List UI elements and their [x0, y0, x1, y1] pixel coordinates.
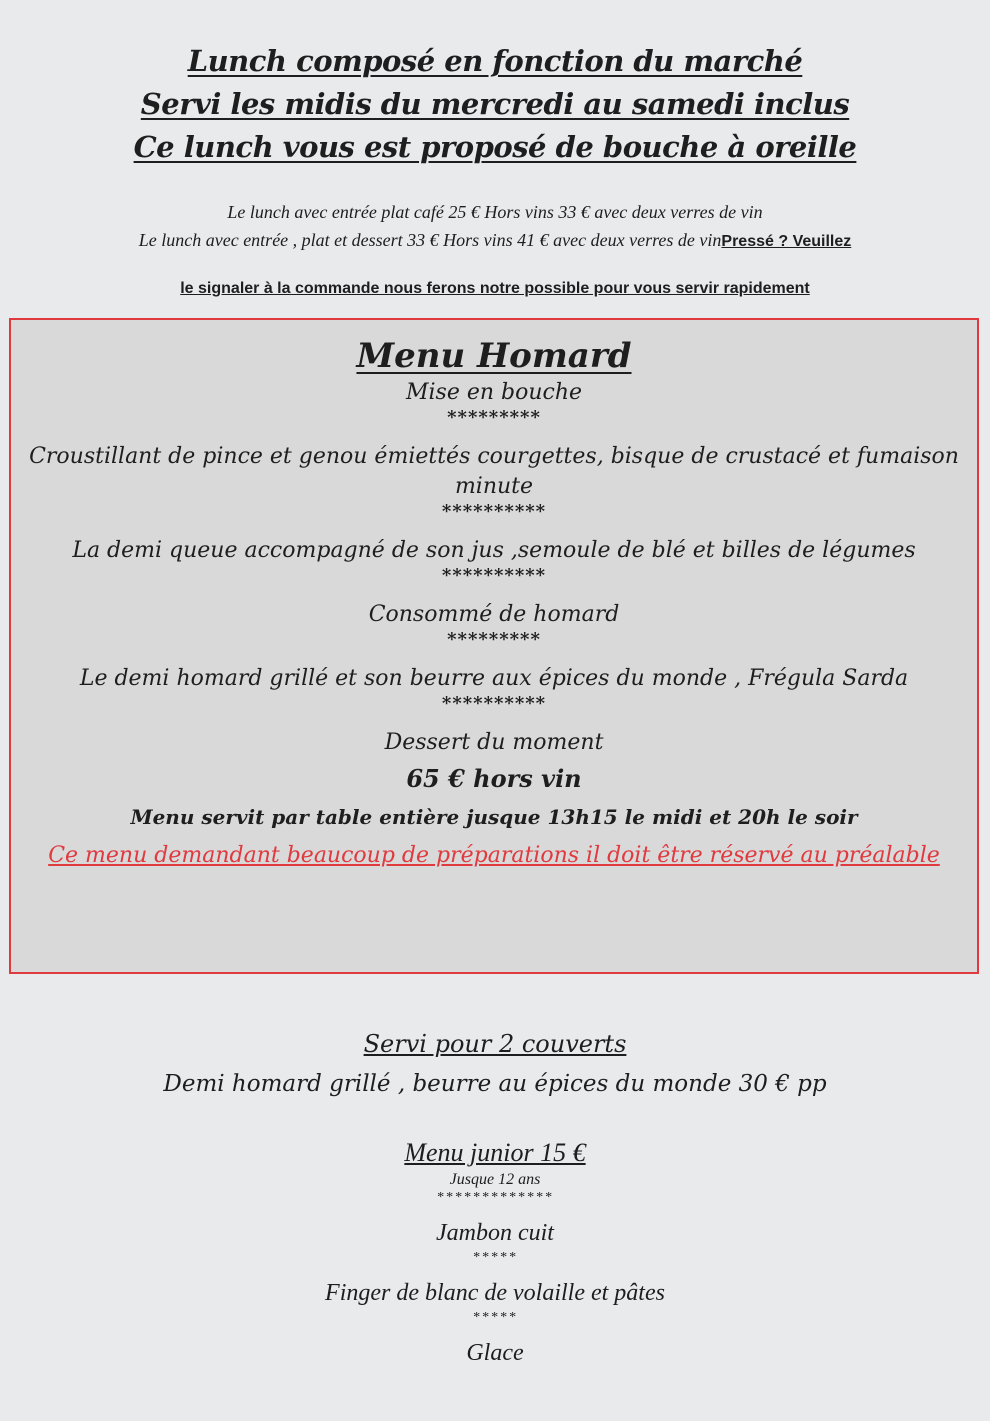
lunch-prices	[0, 198, 990, 256]
course-separator: **********	[441, 501, 547, 522]
course-separator: *********	[447, 629, 541, 650]
junior-item: Finger de blanc de volaille et pâtes	[325, 1280, 665, 1306]
junior-item-separator: *****	[472, 1310, 518, 1325]
two-covers-item: Demi homard grillé , beurre au épices du monde 30 € pp	[163, 1071, 827, 1097]
menu-homard-box	[9, 318, 979, 974]
junior-separator: *************	[436, 1190, 554, 1205]
junior-item: Glace	[466, 1340, 524, 1366]
course-separator: **********	[441, 565, 547, 586]
course-item: Dessert du moment	[384, 730, 604, 755]
header-line-1: Lunch composé en fonction du marché	[187, 44, 803, 78]
lunch-line-2-strong: Pressé ? Veuillez	[721, 233, 852, 250]
course-separator: **********	[441, 693, 547, 714]
header-line-3: Ce lunch vous est proposé de bouche à oreille	[133, 130, 857, 164]
course-item: Mise en bouche	[405, 380, 583, 405]
header-line-2: Servi les midis du mercredi au samedi inclus	[140, 87, 850, 121]
menu-homard-service-note: Menu servit par table entière jusque 13h15 le midi et 20h le soir	[130, 805, 858, 829]
lunch-note: le signaler à la commande nous ferons notre possible pour vous servir rapidement	[180, 280, 810, 297]
course-separator: *********	[447, 407, 541, 428]
junior-item-separator: *****	[472, 1250, 518, 1265]
two-covers-title: Servi pour 2 couverts	[363, 1030, 627, 1058]
course-item: Le demi homard grillé et son beurre aux épices du monde , Frégula Sarda	[79, 666, 909, 691]
lunch-line-2-text: Le lunch avec entrée , plat et dessert 33 € Hors vins 41 € avec deux verres de vin	[138, 230, 722, 250]
junior-title: Menu junior 15 €	[404, 1138, 586, 1167]
junior-subtitle: Jusque 12 ans	[449, 1171, 541, 1188]
menu-header	[0, 40, 990, 169]
course-item: Consommé de homard	[368, 602, 620, 627]
lunch-line-2	[0, 226, 990, 256]
menu-homard-title: Menu Homard	[356, 336, 632, 376]
two-covers-section	[0, 1024, 990, 1104]
course-item: Croustillant de pince et genou émiettés courgettes, bisque de crustacé et fumaison minute	[29, 444, 959, 499]
junior-menu	[0, 1136, 990, 1370]
lunch-line-1: Le lunch avec entrée plat café 25 € Hors vins 33 € avec deux verres de vin	[227, 202, 763, 222]
menu-homard-reservation-note: Ce menu demandant beaucoup de préparations il doit être réservé au préalable	[48, 843, 940, 868]
menu-homard-price: 65 € hors vin	[406, 764, 582, 793]
junior-item: Jambon cuit	[436, 1220, 554, 1246]
course-item: La demi queue accompagné de son jus ,semoule de blé et billes de légumes	[72, 538, 916, 563]
